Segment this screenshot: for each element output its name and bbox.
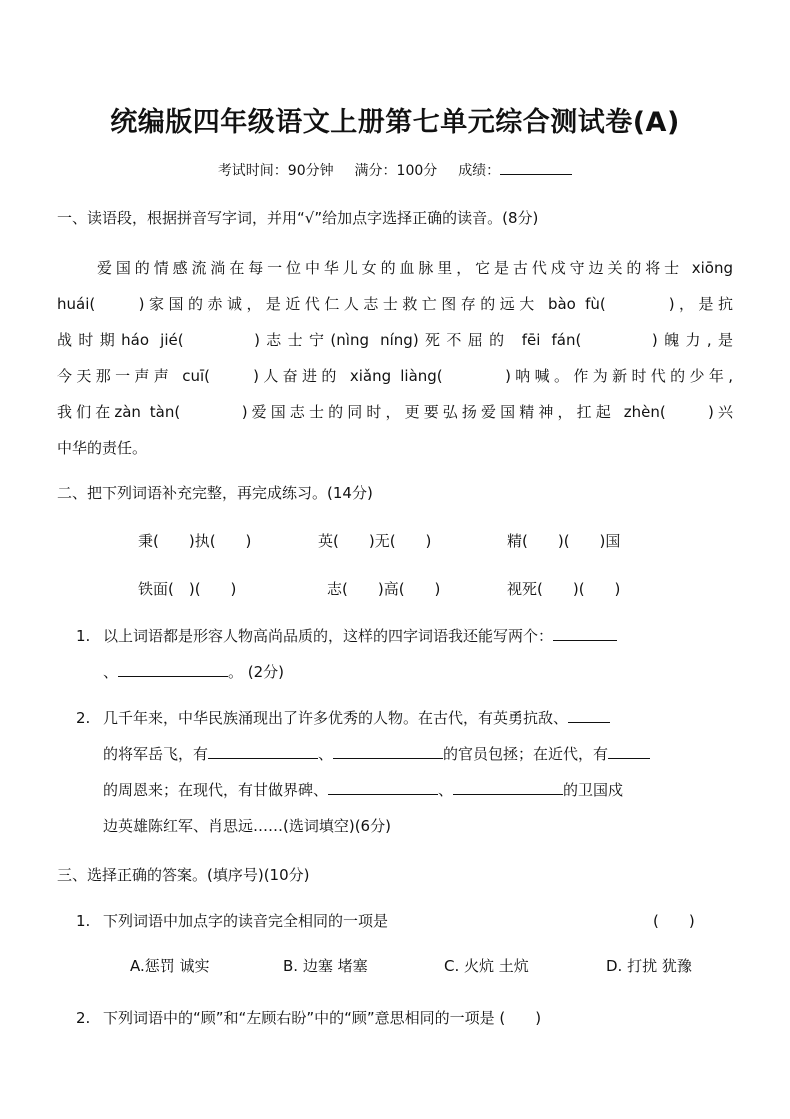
section-1-heading: 一、读语段，根据拼音写字词，并用“√”给加点字选择正确的读音。(8分) <box>57 209 539 227</box>
passage-line: 战时期háo jié( )志士宁(nìng níng)死不屈的 fēi fán( )魄力,是 <box>57 331 733 349</box>
idiom-item: 视死( )( ) <box>507 580 621 598</box>
option-d[interactable]: D. 打扰 犹豫 <box>606 957 692 975</box>
option-b[interactable]: B. 边塞 堵塞 <box>283 957 368 975</box>
option-c[interactable]: C. 火炕 土炕 <box>444 957 529 975</box>
answer-blank[interactable] <box>568 708 610 723</box>
question-text: 下列词语中加点字的读音完全相同的一项是 <box>103 912 389 930</box>
question-number: 2. <box>76 709 91 727</box>
passage-line: huái( )家国的赤诚，是近代仁人志士救亡图存的远大 bào fù( )，是抗 <box>57 295 733 313</box>
passage-line: 中华的责任。 <box>57 439 148 457</box>
passage-line: 今天那一声声 cuī( )人奋进的 xiǎng liàng( )呐喊。作为新时代的少年, <box>57 367 733 385</box>
idiom-item: 精( )( )国 <box>507 532 621 550</box>
exam-time: 考试时间：90分钟 <box>217 163 334 179</box>
idiom-item: 铁面( )( ) <box>138 580 237 598</box>
answer-blank[interactable] <box>553 626 617 641</box>
answer-blank[interactable] <box>453 780 563 795</box>
exam-score-label: 成绩： <box>458 163 501 179</box>
idiom-item: 秉( )执( ) <box>138 532 252 550</box>
question-text: 的卫国戍 <box>563 781 624 799</box>
idiom-item: 志( )高( ) <box>327 580 441 598</box>
question-text: 、 <box>103 663 119 681</box>
question-text: 、 <box>318 745 334 763</box>
passage-line: 爱国的情感流淌在每一位中华儿女的血脉里，它是古代戍守边关的将士 xiōng <box>97 259 733 277</box>
question-text: 的周恩来；在现代，有甘做界碑、 <box>103 781 329 799</box>
question-text: 、 <box>438 781 454 799</box>
question-text: 下列词语中的“顾”和“左顾右盼”中的“顾”意思相同的一项是 <box>103 1009 495 1027</box>
question-text: 的官员包拯；在近代，有 <box>443 745 609 763</box>
answer-blank[interactable] <box>608 744 650 759</box>
question-3-2 <box>76 1000 733 1036</box>
answer-blank[interactable] <box>333 744 443 759</box>
section-2-heading: 二、把下列词语补充完整，再完成练习。(14分) <box>57 484 373 502</box>
answer-blank[interactable] <box>118 662 228 677</box>
question-text: 以上词语都是形容人物高尚品质的，这样的四字词语我还能写两个： <box>103 627 554 645</box>
question-number: 2. <box>76 1009 91 1027</box>
question-text: 的将军岳飞，有 <box>103 745 209 763</box>
question-text: 。 (2分) <box>228 663 285 681</box>
question-text: 几千年来，中华民族涌现出了许多优秀的人物。在古代，有英勇抗敌、 <box>103 709 569 727</box>
section-3-heading: 三、选择正确的答案。(填序号)(10分) <box>57 866 310 884</box>
question-number: 1. <box>76 912 91 930</box>
section-1-passage <box>57 250 733 466</box>
question-text: 边英雄陈红军、肖思远……(选词填空)(6分) <box>103 817 391 835</box>
exam-meta <box>0 160 790 180</box>
idiom-item: 英( )无( ) <box>318 532 432 550</box>
answer-paren[interactable]: ( ) <box>653 912 695 930</box>
exam-title: 统编版四年级语文上册第七单元综合测试卷(A) <box>110 107 680 138</box>
passage-line: 我们在zàn tàn( )爱国志士的同时，更要弘扬爱国精神，扛起 zhèn( )兴 <box>57 403 733 421</box>
exam-full-score: 满分：100分 <box>354 163 438 179</box>
question-2-1 <box>76 618 733 690</box>
answer-paren[interactable]: ( ) <box>499 1009 542 1027</box>
answer-blank[interactable] <box>208 744 318 759</box>
option-a[interactable]: A.惩罚 诚实 <box>130 957 210 975</box>
answer-blank[interactable] <box>328 780 438 795</box>
question-number: 1. <box>76 627 91 645</box>
question-3-1 <box>76 903 733 939</box>
score-blank[interactable] <box>500 160 572 175</box>
question-2-2 <box>76 700 733 844</box>
